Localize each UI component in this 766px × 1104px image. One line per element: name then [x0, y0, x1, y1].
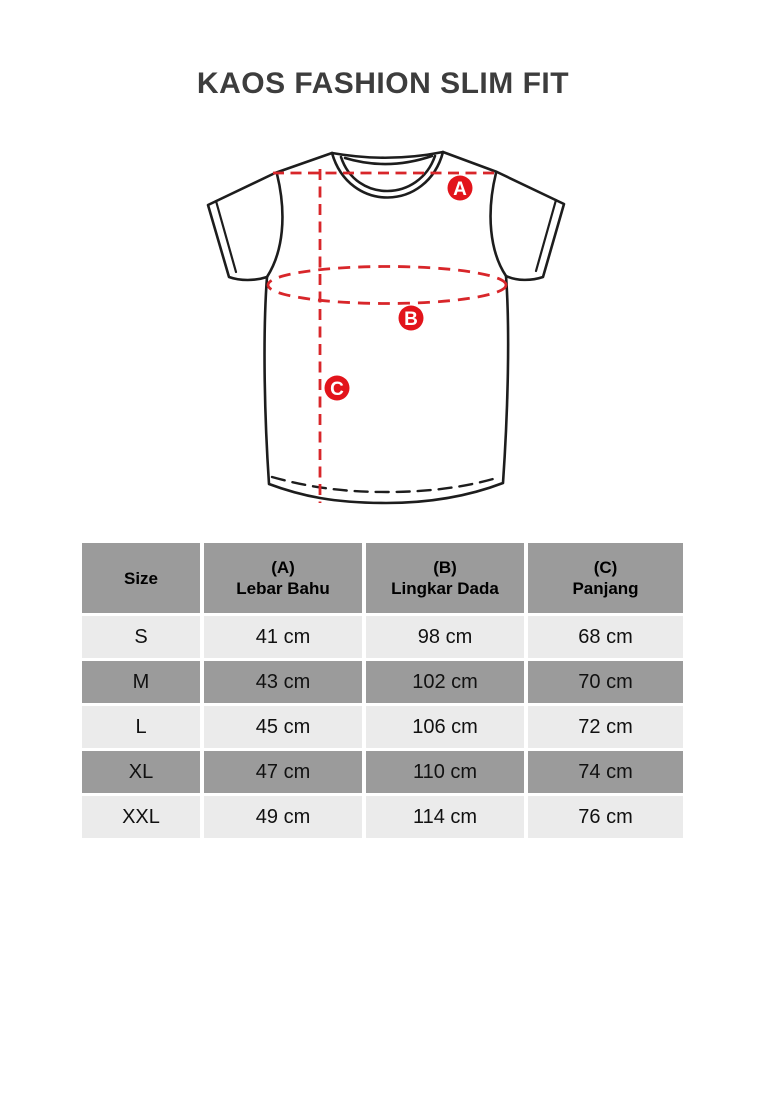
cell-xl-lebar-bahu: 47 cm — [204, 751, 362, 793]
header-line: Panjang — [572, 579, 639, 598]
header-line: Size — [123, 568, 159, 588]
header-panjang — [528, 543, 683, 613]
cell-s-panjang: 68 cm — [528, 616, 683, 658]
tshirt-outline — [208, 152, 564, 503]
cell-s-lebar-bahu: 41 cm — [204, 616, 362, 658]
header-line: Lingkar Dada — [391, 579, 499, 598]
cell-size-s: S — [82, 616, 200, 658]
cell-l-lebar-bahu: 45 cm — [204, 706, 362, 748]
marker-a-label: A — [453, 178, 467, 200]
cell-l-lingkar-dada: 106 cm — [366, 706, 524, 748]
cell-s-lingkar-dada: 98 cm — [366, 616, 524, 658]
cell-size-m: M — [82, 661, 200, 703]
marker-c — [325, 376, 350, 401]
marker-c-label: C — [330, 378, 344, 400]
cell-size-xxl: XXL — [82, 796, 200, 838]
header-line: (C) — [593, 558, 618, 577]
cell-size-xl: XL — [82, 751, 200, 793]
cell-size-l: L — [82, 706, 200, 748]
cell-xl-panjang: 74 cm — [528, 751, 683, 793]
header-lingkar-dada — [366, 543, 524, 613]
header-size — [82, 543, 200, 613]
marker-b — [399, 306, 424, 331]
tshirt-body-shape — [208, 152, 564, 503]
cell-m-panjang: 70 cm — [528, 661, 683, 703]
tshirt-measurement-diagram — [185, 138, 575, 515]
cell-xxl-lebar-bahu: 49 cm — [204, 796, 362, 838]
marker-b-label: B — [404, 308, 418, 330]
header-line: (B) — [433, 558, 457, 577]
cell-m-lebar-bahu: 43 cm — [204, 661, 362, 703]
header-line: Lebar Bahu — [236, 579, 330, 598]
cell-xxl-lingkar-dada: 114 cm — [366, 796, 524, 838]
marker-a — [448, 176, 473, 201]
cell-m-lingkar-dada: 102 cm — [366, 661, 524, 703]
header-line: (A) — [271, 558, 295, 577]
cell-xl-lingkar-dada: 110 cm — [366, 751, 524, 793]
cell-xxl-panjang: 76 cm — [528, 796, 683, 838]
size-chart-table — [82, 543, 683, 838]
header-lebar-bahu — [204, 543, 362, 613]
page-title: KAOS FASHION SLIM FIT — [196, 67, 570, 100]
cell-l-panjang: 72 cm — [528, 706, 683, 748]
